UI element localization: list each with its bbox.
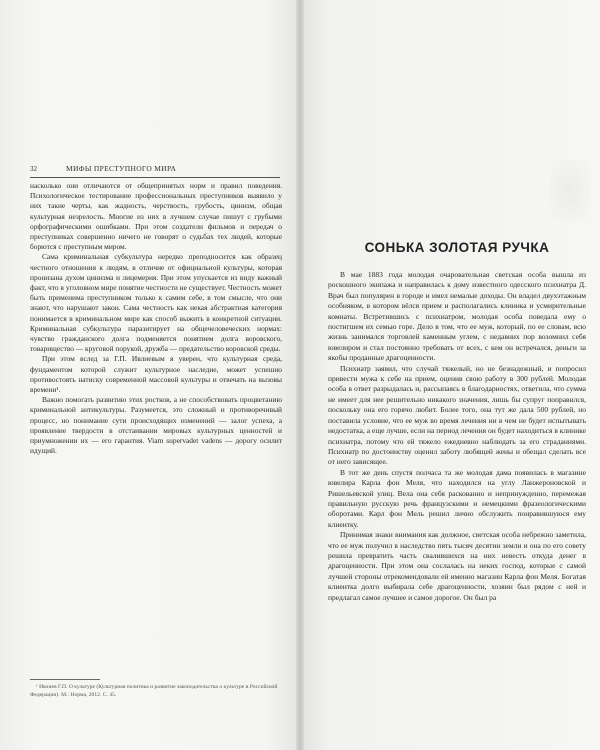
footnote: ¹ Ивлиев Г.П. О культуре (Культурная политика и развитие законодательства о культуре в Российской Федерации). М.: Норма, 2012. С. 45. bbox=[30, 684, 278, 698]
paragraph: Сама криминальная субкультура нередко преподносится как образец честного отношения к людям, в отличие от официальной культуры, которая пронизана духом цинизма и лицемерия. При этом упускается из виду важный факт, что в уголовном мире понятие честности не существует. Честность может быть применима преступником только к самим себе, в том смысле, что они знают, что нарушают закон. Сама честность как некая абстрактная категория понимается в криминальном мире как способ выжить в конкретной ситуации. Криминальная субкультура паразитирует на общечеловеческих нормах: чувство гражданского долга подменяется понятием долга воровского, товарищество — круговой порукой, дружба — предательство воровской среды. bbox=[30, 252, 282, 354]
footnote-divider bbox=[30, 679, 100, 680]
running-head-title: МИФЫ ПРЕСТУПНОГО МИРА bbox=[66, 164, 177, 173]
chapter-title: СОНЬКА ЗОЛОТАЯ РУЧКА bbox=[364, 240, 550, 255]
paragraph: В мае 1883 года молодая очаровательная светская особа вышла из роскошного экипажа и направилась к дому известного одесского психиатра Д. Врач был популярен в городе и имел немалые доходы. Он владел двухэтажным особняком, в котором вёлся прием и располагались клиника и усмирительные комнаты. Встретившись с психиатром, молодая особа поведала ему о постигшем их семью горе. Дело в том, что ее муж, который, по ее словам, всю жизнь занимался торговлей каменным углем, с недавних пор возомнил себя ювелиром и стал постоянно требовать от всех, с кем он встречался, деньги за якобы проданные драгоценности. bbox=[328, 270, 586, 363]
paragraph: насколько они отличаются от общепринятых норм и правил поведения. Психологическое тестирование профессиональных преступников выявило у них такие черты, как жадность, черствость, грубость, цинизм, общая культурная незрелость. Многие из них в лучшем случае пишут с грубыми орфографическими ошибками. При этом создатели фильмов и передач о преступниках совершенно ничего не говорят о судьбах тех людей, которые борются с преступным миром. bbox=[30, 181, 282, 252]
bleed-through-shadow bbox=[550, 160, 590, 220]
page-number: 32 bbox=[30, 165, 37, 173]
running-head bbox=[30, 163, 280, 178]
paragraph: В тот же день спустя полчаса та же молодая дама появилась в магазине ювелира Карла фон Меля, что находился на углу Ланжероновской и Ришельевской улиц. Вела она себя раскованно и непринужденно, перемежая правильную русскую речь французскими и немецкими фразеологическими оборотами. Карл фон Мель решил лично обслужить понравившуюся ему клиентку. bbox=[328, 467, 586, 529]
paragraph: При этом вслед за Г.П. Ивлиевым я уверен, что культурная среда, фундаментом которой служит культурное наследие, может успешно противостоять натиску современной массовой культуры и отвечать на вызовы времени¹. bbox=[30, 354, 282, 395]
paragraph: Принимая знаки внимания как должное, светская особа небрежно заметила, что ее муж получил в наследство пять тысяч десятин земли и она по его совету решила превратить часть свалившихся на них невесть откуда денег в драгоценности. При этом она сослалась на неких господ, которые с самой лучшей стороны отрекомендовали ей именно магазин Карла фон Меля. Богатая клиентка долго выбирала себе драгоценности, хозяин был рядом с ней и предлагал самое лучшее и самое дорогое. Он был ра bbox=[328, 530, 586, 602]
left-body-text bbox=[30, 181, 282, 456]
book-gutter bbox=[296, 0, 304, 750]
right-body-text bbox=[328, 270, 586, 603]
paragraph: Важно помогать развитию этих ростков, а не способствовать процветанию криминальной антикультуры. Разумеется, это сложный и противоречивый процесс, но понимание сути происходящих изменений — залог успеха, а проявление твердости в отстаивании мировых культурных ценностей и приумножении их — его гарантия. Viam supervadet vadens — дорогу осилит идущий. bbox=[30, 395, 282, 456]
paragraph: Психиатр заявил, что случай тяжелый, но не безнадежный, и попросил привести мужа к себе на прием, оценив свою работу в 300 рублей. Молодая особа в ответ разрыдалась и, рассыпаясь в благодарностях, ответила, что сумма не имеет для нее решительно никакого значения, лишь бы супруг поправился, поскольку она его горячо любит. Более того, она тут же дала 500 рублей, но поставила условие, что ее муж во время лечения ни в чем не будет испытывать недостатка, а еще лучше, если на период лечения он будет находиться в клинике психиатра, потому что ей тяжело ежедневно наблюдать за его страданиями. Психиатр по достоинству оценил заботу любящей жены и обещал сделать все от него зависящее. bbox=[328, 363, 586, 467]
